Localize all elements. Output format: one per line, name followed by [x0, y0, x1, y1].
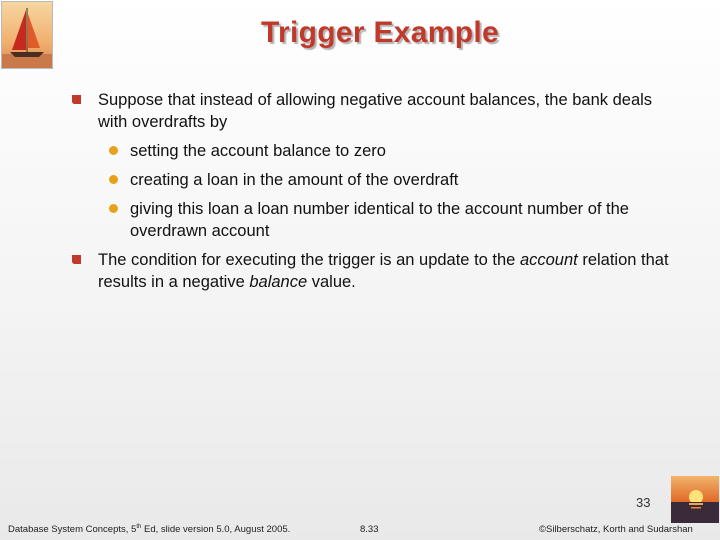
bullet-level2: [70, 169, 670, 191]
footer-copyright: ©Silberschatz, Korth and Sudarshan: [539, 524, 693, 535]
dot-bullet-icon: [109, 204, 118, 213]
bullet-level1: [70, 249, 670, 293]
square-bullet-icon: [72, 95, 81, 104]
footer-section: 8.33: [360, 524, 379, 535]
square-bullet-icon: [72, 255, 81, 264]
slide-number: 33: [636, 495, 651, 510]
footer-book-text: Database System Concepts, 5: [8, 524, 137, 536]
footer-book-sup: th: [136, 524, 142, 530]
bullet-level2: [70, 140, 670, 162]
bullet-text: The condition for executing the trigger is an update to the: [98, 251, 520, 269]
bullet-level2: [70, 198, 670, 242]
bullet-text: creating a loan in the amount of the overdraft: [130, 171, 459, 189]
footer-book: [8, 524, 290, 535]
slide-title: Trigger Example: [261, 16, 499, 49]
bullet-level1: [70, 89, 670, 133]
italic-term: account: [519, 251, 578, 269]
sunset-image: [671, 476, 719, 523]
footer-book-text: Ed, slide version 5.0, August 2005.: [141, 524, 291, 536]
bullet-text: relation that results in a negative: [98, 251, 669, 291]
italic-term: balance: [249, 273, 308, 291]
dot-bullet-icon: [109, 146, 118, 155]
bullet-text: giving this loan a loan number identical to the account number of the overdrawn account: [130, 200, 629, 240]
bullet-text: setting the account balance to zero: [130, 142, 386, 160]
bullet-text: Suppose that instead of allowing negative account balances, the bank deals with overdrafts by: [98, 91, 653, 131]
bullet-text: value.: [307, 273, 356, 291]
slide-body: [70, 89, 670, 300]
dot-bullet-icon: [109, 175, 118, 184]
